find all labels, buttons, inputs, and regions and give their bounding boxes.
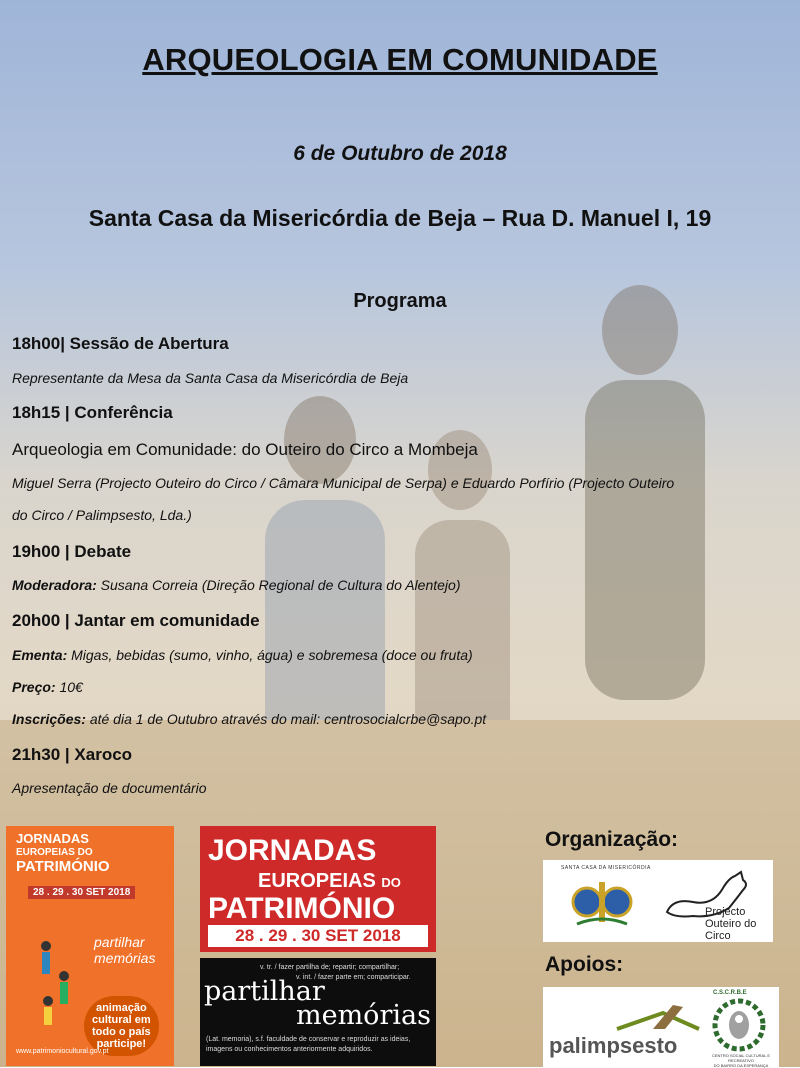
poster-small-url: www.patrimoniocultural.gov.pt: [16, 1048, 109, 1055]
partilhar-word: partilhar: [204, 976, 325, 1007]
session-heading-xaroco: 21h30 | Xaroco: [12, 745, 133, 764]
partilhar-def2: v. int. / fazer parte em; comparticipar.: [296, 974, 411, 981]
jornadas-poster-small: [6, 826, 174, 1066]
projecto-outeiro-text: [705, 906, 773, 942]
conference-speakers-line2: do Circo / Palimpsesto, Lda.): [12, 507, 192, 523]
jantar-price: [12, 679, 792, 695]
poster-small-partilhar: partilhar memórias: [94, 934, 156, 966]
price-value: 10€: [55, 679, 83, 695]
jornadas-dates-box: [208, 925, 428, 947]
cscrbe-fullname: [705, 1053, 777, 1068]
jornadas-line2a: EUROPEIAS: [258, 870, 376, 892]
jornadas-dates: 28 . 29 . 30 SET 2018: [235, 926, 401, 945]
palimpsesto-logo-text: palimpsesto: [549, 1033, 678, 1058]
xaroco-detail: Apresentação de documentário: [12, 780, 207, 796]
registration-value: até dia 1 de Outubro através do mail: centrosocialcrbe@sapo.pt: [85, 711, 487, 727]
session-detail-abertura: Representante da Mesa da Santa Casa da Misericórdia de Beja: [12, 370, 409, 386]
session-heading-conferencia: 18h15 | Conferência: [12, 403, 173, 422]
page-title: ARQUEOLOGIA EM COMUNIDADE: [142, 42, 658, 77]
anim-line1: animação: [95, 1002, 147, 1014]
organizacao-logos: [543, 860, 773, 942]
poster-small-line2: EUROPEIAS DO: [16, 847, 93, 858]
projecto-line1: Projecto: [705, 906, 746, 918]
event-venue: Santa Casa da Misericórdia de Beja – Rua D. Manuel I, 19: [88, 205, 712, 231]
jantar-menu: [12, 647, 792, 663]
cscrbe-full-line1: CENTRO SOCIAL CULTURAL E RECREATIVO: [711, 1053, 771, 1063]
jornadas-line1: JORNADAS: [208, 834, 377, 867]
jornadas-line2: [258, 870, 401, 893]
people-figures-icon: [36, 936, 76, 1026]
palimpsesto-mark-icon: [613, 995, 703, 1035]
debate-moderator: [12, 577, 792, 593]
partilhar-def1: v. tr. / fazer partilha de; repartir; compartilhar;: [260, 964, 400, 971]
conference-speakers-line1: Miguel Serra (Projecto Outeiro do Circo / Câmara Municipal de Serpa) e Eduardo Porfírio (Projecto Outeiro: [12, 475, 675, 491]
menu-label: Ementa:: [12, 647, 68, 663]
programa-heading: Programa: [353, 290, 447, 312]
memorias-word: memórias: [296, 1000, 431, 1031]
jornadas-line2b: DO: [381, 875, 401, 890]
partilhar-def3: (Lat. memoria), s.f. faculdade de conservar e reproduzir as ideias,: [206, 1036, 411, 1043]
apoios-logos: [543, 987, 779, 1067]
partilhar-memorias-poster: [200, 958, 436, 1066]
poster-small-line1: JORNADAS: [16, 831, 89, 846]
jornadas-line3: PATRIMÓNIO: [208, 892, 396, 925]
session-heading-debate: 19h00 | Debate: [12, 542, 132, 561]
anim-line4: participe!: [96, 1038, 147, 1050]
session-heading-jantar: 20h00 | Jantar em comunidade: [12, 611, 260, 630]
moderator-label: Moderadora:: [12, 577, 97, 593]
poster-small-animacao: [84, 996, 159, 1056]
poster-small-dates: 28 . 29 . 30 SET 2018: [28, 886, 135, 899]
apoios-heading: Apoios:: [545, 953, 624, 976]
partilhar-def4: imagens ou conhecimentos anteriormente adquiridos.: [206, 1046, 373, 1053]
cscrbe-laurel-icon: [711, 997, 767, 1053]
cscrbe-full-line2: DO BAIRRO DA ESPERANÇA: [713, 1063, 769, 1068]
menu-value: Migas, bebidas (sumo, vinho, água) e sobremesa (doce ou fruta): [67, 647, 473, 663]
cscrbe-acronym: C.S.C.R.B.E: [713, 990, 747, 996]
anim-line2: cultural em: [92, 1014, 151, 1026]
anim-line3: todo o país: [92, 1026, 151, 1038]
conference-talk-title: Arqueologia em Comunidade: do Outeiro do Circo a Mombeja: [12, 440, 478, 459]
jantar-registration: [12, 711, 792, 727]
event-date: 6 de Outubro de 2018: [293, 142, 507, 165]
jornadas-poster-large: [200, 826, 436, 952]
santa-casa-crest-icon: [569, 874, 635, 930]
santa-casa-text: SANTA CASA DA MISERICÓRDIA: [561, 865, 651, 871]
poster-small-line3: PATRIMÓNIO: [16, 858, 110, 875]
organizacao-heading: Organização:: [545, 828, 679, 851]
registration-label: Inscrições:: [12, 711, 86, 727]
session-heading-abertura: 18h00| Sessão de Abertura: [12, 334, 229, 353]
moderator-value: Susana Correia (Direção Regional de Cultura do Alentejo): [96, 577, 461, 593]
poster-small-title: [16, 832, 110, 874]
price-label: Preço:: [12, 679, 56, 695]
projecto-line2: Outeiro do Circo: [705, 918, 757, 942]
